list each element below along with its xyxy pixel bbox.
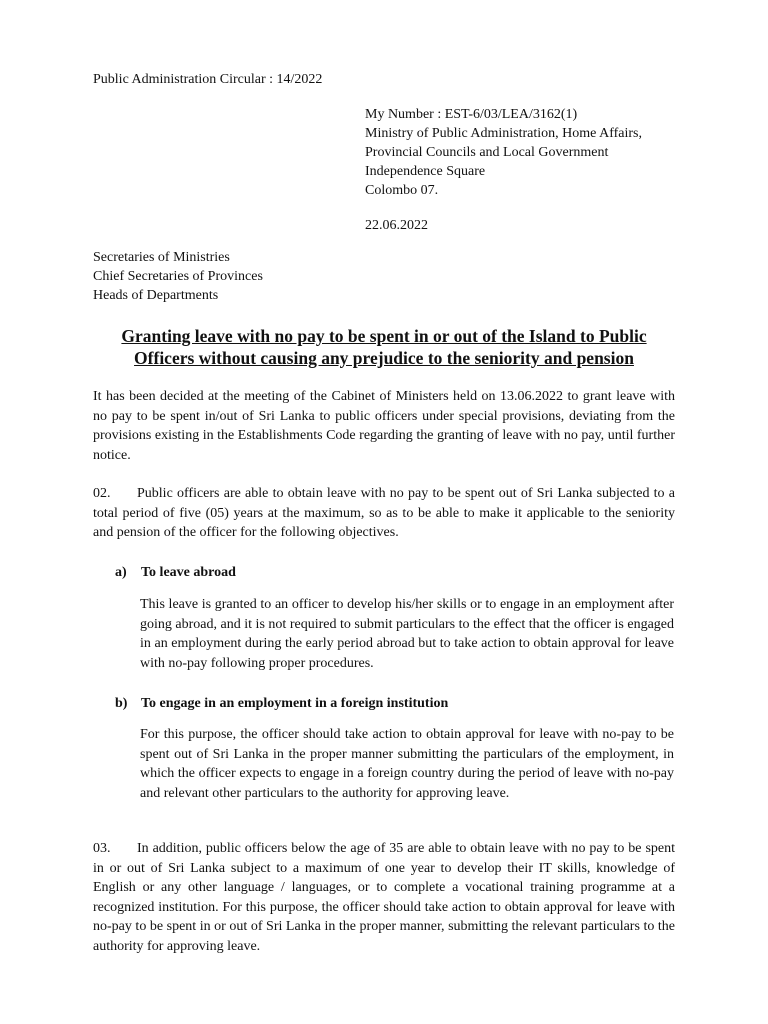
recipients-block [93,248,263,305]
paragraph-text: In addition, public officers below the age of 35 are able to obtain leave with no pay to be spent in or out of Sri Lanka subject to a maximum of one year to develop their IT skills, knowledge of English or any other language / languages, or to complete a vocational training programme at a recognized institution. For this purpose, the officer should take action to obtain approval for leave with no-pay to be spent in or out of Sri Lanka in the proper manner, submitting the relevant particulars to the authority for approving leave. [93,841,675,954]
section-b-heading [115,694,448,713]
circular-date: 22.06.2022 [365,218,428,233]
paragraph-02 [93,484,675,543]
sender-block [365,105,642,200]
address-line: Ministry of Public Administration, Home Affairs, [365,126,643,141]
circular-number: Public Administration Circular : 14/2022 [93,72,323,87]
section-label: a) [115,565,127,580]
address-line: Provincial Councils and Local Government [365,145,609,160]
reference-number: My Number : EST-6/03/LEA/3162(1) [365,107,578,122]
recipient: Chief Secretaries of Provinces [93,269,263,284]
address-line: Colombo 07. [365,183,439,198]
recipient: Secretaries of Ministries [93,250,230,265]
section-heading-text: To engage in an employment in a foreign institution [141,696,449,711]
paragraph-03 [93,839,675,956]
section-a-text: This leave is granted to an officer to develop his/her skills or to engage in an employment after going abroad, and it is not required to submit particulars to the effect that the officer is engaged in an employment during the early period abroad but to take action to obtain approval for leave with no-pay following proper procedures. [140,597,674,671]
intro-paragraph: It has been decided at the meeting of the Cabinet of Ministers held on 13.06.2022 to grant leave with no pay to be spent in/out of Sri Lanka to public officers under special provisions, deviating from the provisions existing in the Establishments Code regarding the granting of leave with no pay, until further notice. [93,389,675,463]
section-heading-text: To leave abroad [141,565,236,580]
paragraph-number: 03. [93,841,111,856]
address-line: Independence Square [365,164,486,179]
paragraph-number: 02. [93,486,111,501]
section-b-text: For this purpose, the officer should take action to obtain approval for leave with no-pay to be spent out of Sri Lanka in the proper manner submitting the particulars of the employment, in which the officer expects to engage in a foreign country during the period of leave with no-pay and relevant other particulars to the authority for approving leave. [140,727,674,801]
section-label: b) [115,696,128,711]
document-title: Granting leave with no pay to be spent in or out of the Island to Public Officers without causing any prejudice to the seniority and pension [121,326,647,368]
recipient: Heads of Departments [93,288,219,303]
section-a-heading [115,563,236,582]
paragraph-text: Public officers are able to obtain leave with no pay to be spent out of Sri Lanka subjected to a total period of five (05) years at the maximum, so as to be able to make it applicable to the seniority and pension of the officer for the following objectives. [93,486,675,540]
